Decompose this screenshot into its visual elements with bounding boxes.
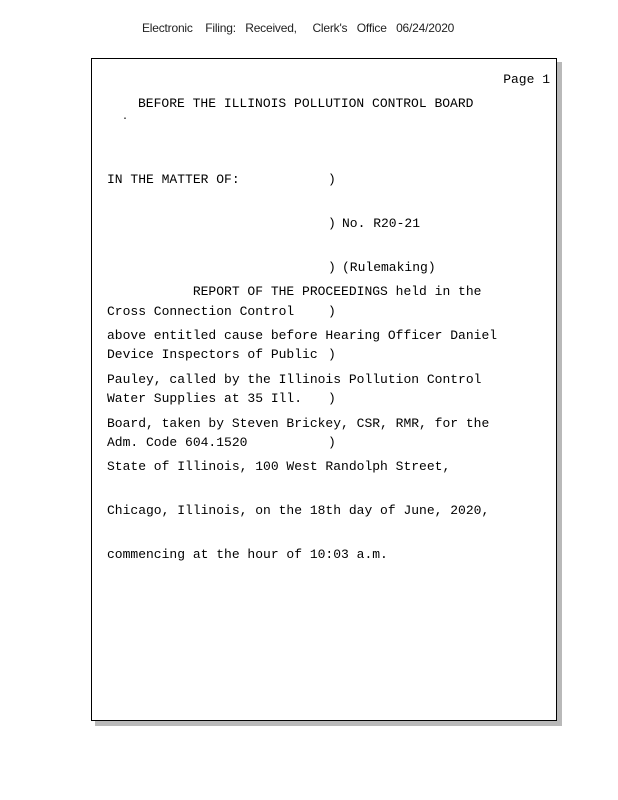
caption-paren: ) [328, 303, 336, 319]
caption-paren: ) [328, 259, 336, 275]
caption-paren: ) [328, 434, 336, 450]
caption-paren: ) [328, 391, 336, 407]
page-number: Page 1 [503, 72, 550, 87]
transcript-page [91, 58, 557, 721]
paragraph-line: Pauley, called by the Illinois Pollution Control [107, 371, 482, 387]
subject-line: Adm. Code 604.1520 [107, 434, 248, 450]
proceedings-paragraph [107, 256, 552, 592]
caption-paren: ) [328, 172, 336, 188]
caption-line [107, 173, 436, 188]
docket-type: (Rulemaking) [342, 259, 436, 275]
paragraph-line: REPORT OF THE PROCEEDINGS held in the [107, 284, 482, 300]
electronic-filing-stamp: Electronic Filing: Received, Clerk's Office 06/24/2020 [142, 21, 455, 35]
paragraph-line: above entitled cause before Hearing Officer Daniel [107, 327, 498, 343]
paragraph-line: commencing at the hour of 10:03 a.m. [107, 546, 388, 562]
paragraph-line: Chicago, Illinois, on the 18th day of June, 2020, [107, 503, 490, 519]
subject-line: Cross Connection Control [107, 303, 295, 319]
paragraph-line: Board, taken by Steven Brickey, CSR, RMR, for the [107, 415, 490, 431]
caption-line [107, 217, 436, 232]
subject-line: Water Supplies at 35 Ill. [107, 391, 303, 407]
matter-label: IN THE MATTER OF: [107, 172, 240, 188]
subject-line: Device Inspectors of Public [107, 347, 318, 363]
paragraph-line: State of Illinois, 100 West Randolph Street, [107, 459, 451, 475]
board-heading: BEFORE THE ILLINOIS POLLUTION CONTROL BOARD [138, 96, 474, 111]
stray-mark: . [122, 112, 129, 123]
caption-paren: ) [328, 347, 336, 363]
docket-number: No. R20-21 [342, 215, 421, 231]
caption-paren: ) [328, 215, 336, 231]
